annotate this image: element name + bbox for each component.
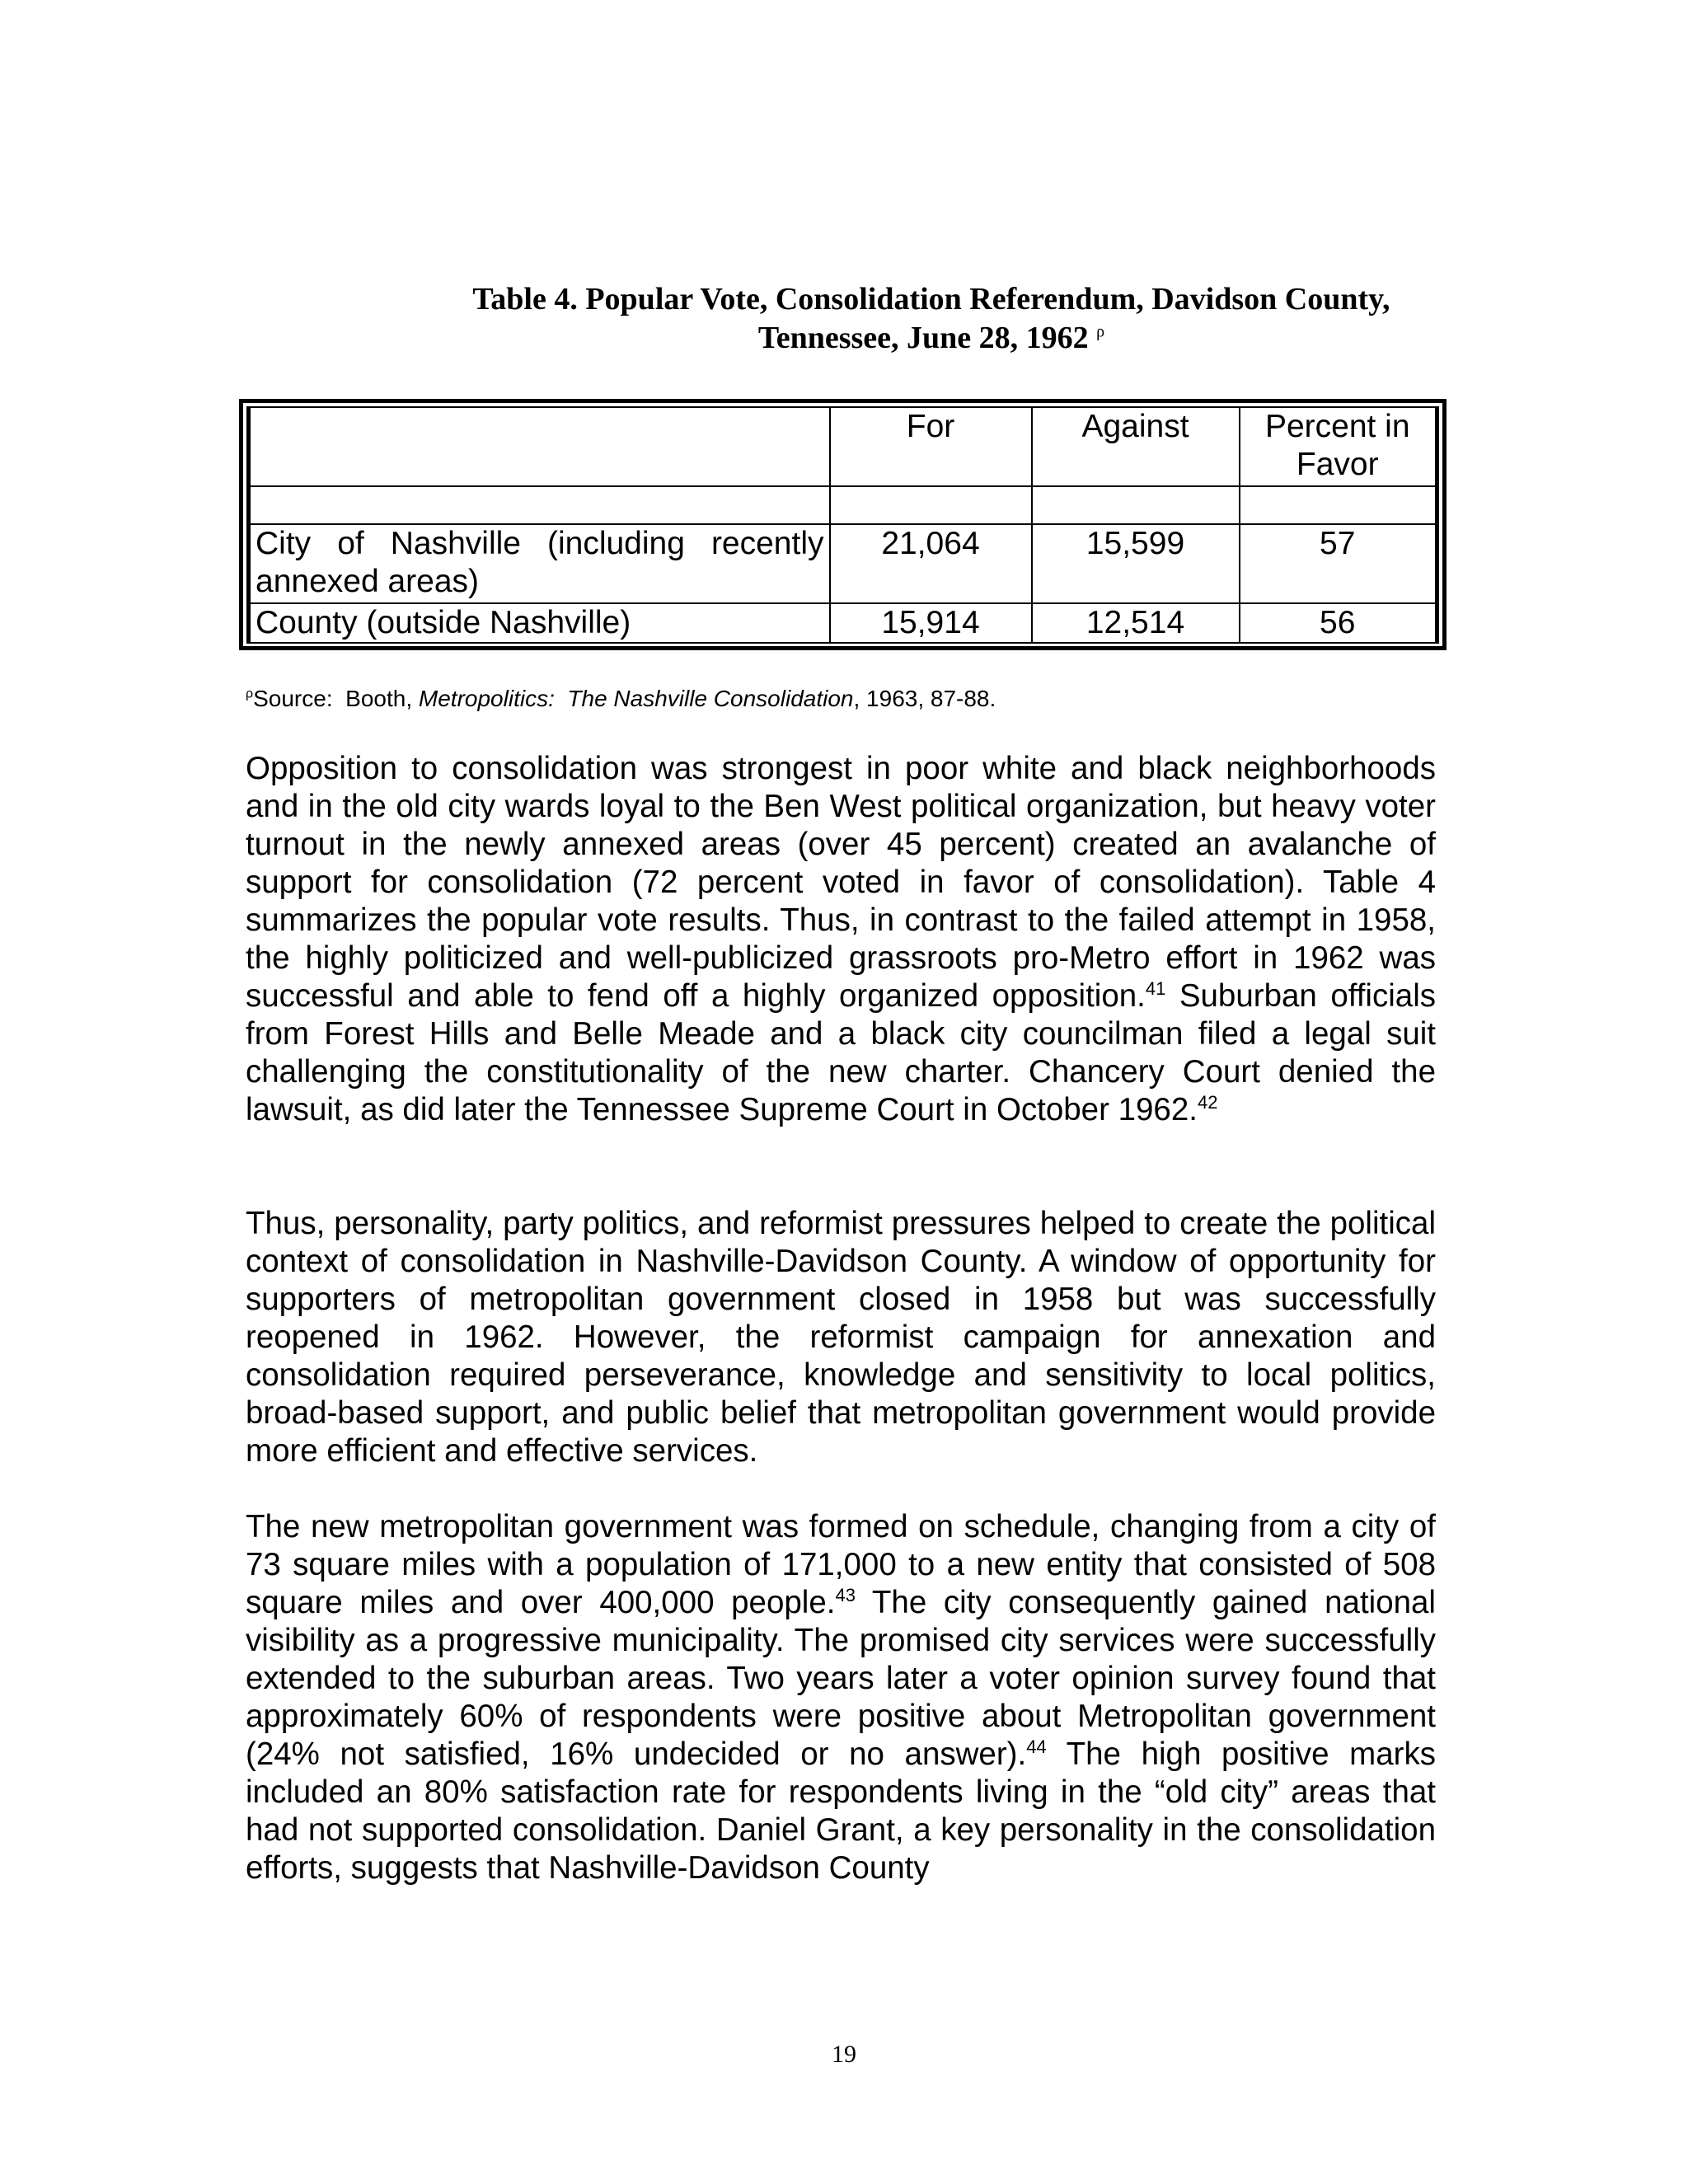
table-header-for: For — [830, 407, 1032, 486]
endnote-ref: 42 — [1197, 1092, 1218, 1113]
table-caption-line-2 — [437, 319, 1426, 358]
paragraph-text: Opposition to consolidation was strongest in poor white and black neighborhoods and in the old city wards loyal to the Ben West political organization, but heavy voter turnout in the newly annexed areas (over 45 percent) created an avalanche of support for consolidation (72 percent voted in favor of consolidation). Table 4 summarizes the popular vote results. Thus, in contrast to the failed attempt in 1958, the highly politicized and well-publicized grassroots pro-Metro effort in 1962 was successful and able to fend off a highly organized opposition. — [246, 751, 1436, 1014]
table-cell-for: 15,914 — [830, 603, 1032, 643]
table-spacer-row — [249, 486, 1437, 524]
vote-table-frame — [239, 399, 1447, 650]
paragraph-context — [246, 1205, 1436, 1470]
table-caption-note-mark: ρ — [1096, 322, 1105, 341]
table-cell-percent: 57 — [1240, 524, 1437, 603]
table-caption — [437, 280, 1426, 358]
endnote-ref: 41 — [1145, 978, 1166, 1000]
table-header-row — [249, 407, 1437, 486]
page-number: 19 — [832, 2041, 856, 2068]
paragraph-new-government — [246, 1508, 1436, 1887]
table-caption-date: Tennessee, June 28, 1962 — [757, 321, 1089, 355]
table-row-label: City of Nashville (including recently annexed areas) — [249, 524, 830, 603]
footnote-suffix: , 1963, 87-88. — [853, 686, 996, 711]
table-caption-line-1: Table 4. Popular Vote, Consolidation Referendum, Davidson County, — [472, 282, 1390, 316]
table-source-footnote — [246, 686, 996, 712]
table-header-blank — [249, 407, 830, 486]
paragraph-text: Thus, personality, party politics, and reformist pressures helped to create the political context of consolidation in Nashville-Davidson County. A window of opportunity for supporters of metropolitan government closed in 1958 but was successfully reopened in 1962. However, the reformist campaign for annexation and consolidation required perseverance, knowledge and sensitivity to local politics, broad-based support, and public belief that metropolitan government would provide more efficient and effective services. — [246, 1206, 1436, 1469]
footnote-mark: ρ — [246, 687, 254, 701]
paragraph-text: The city consequently gained national visibility as a progressive municipality. The promised city services were successfully extended to the suburban areas. Two years later a voter opinion survey found that approximately 60% of respondents were positive about Metropolitan government (24% not satisfied, 16% undecided or no answer). — [246, 1585, 1436, 1772]
table-cell-against: 15,599 — [1032, 524, 1240, 603]
table-cell-against: 12,514 — [1032, 603, 1240, 643]
table-row — [249, 524, 1437, 603]
table-header-against: Against — [1032, 407, 1240, 486]
footnote-book-title: Metropolitics: The Nashville Consolidation — [418, 686, 854, 711]
endnote-ref: 44 — [1026, 1736, 1047, 1758]
table-row — [249, 603, 1437, 643]
table-row-label: County (outside Nashville) — [249, 603, 830, 643]
endnote-ref: 43 — [835, 1585, 856, 1606]
paragraph-text: The high positive marks included an 80% satisfaction rate for respondents living in the “old city” areas that had not supported consolidation. Daniel Grant, a key personality in the consolidation efforts, suggests that Nashville-Davidson County — [246, 1736, 1436, 1886]
paragraph-opposition — [246, 750, 1436, 1129]
table-cell-percent: 56 — [1240, 603, 1437, 643]
vote-table — [246, 406, 1439, 644]
table-header-percent: Percent in Favor — [1240, 407, 1437, 486]
paragraph-text: Suburban officials from Forest Hills and Belle Meade and a black city councilman filed a legal suit challenging the constitutionality of the new charter. Chancery Court denied the lawsuit, as did later the Tennessee Supreme Court in October 1962. — [246, 978, 1437, 1127]
footnote-prefix: Source: Booth, — [253, 686, 419, 711]
paragraph-text: The new metropolitan government was formed on schedule, changing from a city of 73 square miles with a population of 171,000 to a new entity that consisted of 508 square miles and over 400,000 people. — [246, 1509, 1436, 1620]
table-cell-for: 21,064 — [830, 524, 1032, 603]
